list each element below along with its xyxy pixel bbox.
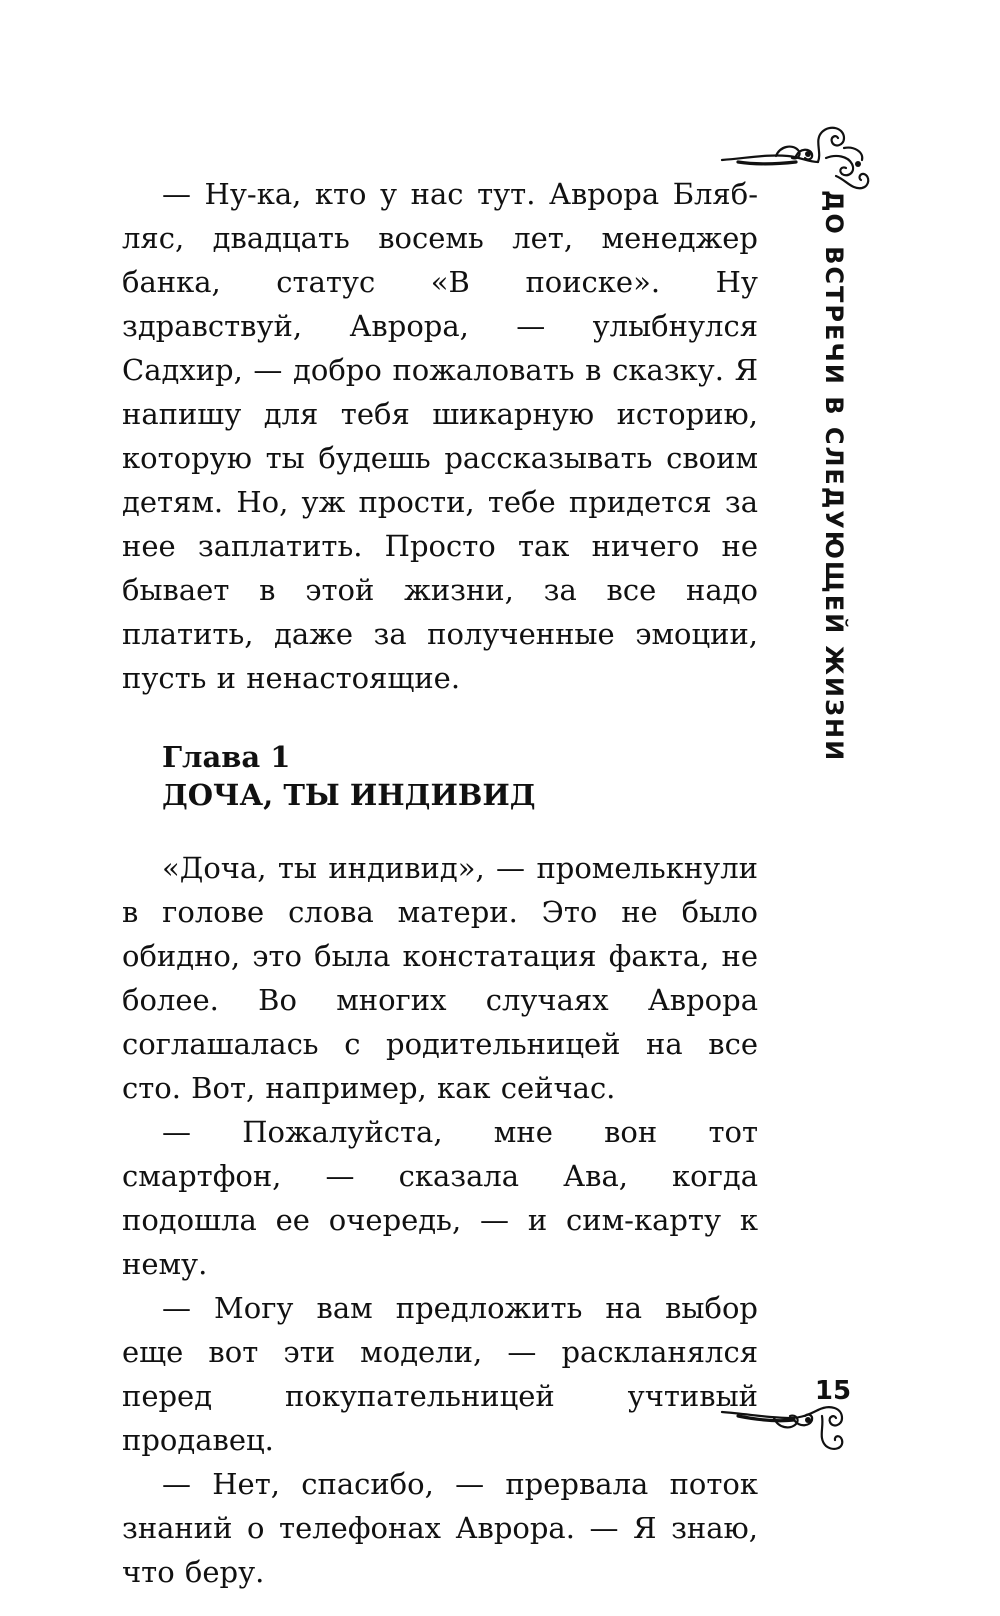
text-column xyxy=(122,172,758,1594)
paragraph: — Нет, спасибо, — прервала поток знаний о телефонах Аврора. — Я знаю, что беру. xyxy=(122,1467,758,1589)
chapter-title: ДОЧА, ТЫ ИНДИВИД xyxy=(162,778,536,812)
paragraph-intro: — Ну-ка, кто у нас тут. Аврора Блябляс, двадцать восемь лет, менеджер банка, статус «В поиске». Ну здравствуй, Аврора, — улыбнулся Садхир, — добро пожаловать в сказку. Я напишу для тебя шикарную историю, которую ты будешь рассказывать своим детям. Но, уж прости, тебе придется за нее заплатить. Просто так ничего не бывает в этой жизни, за все надо платить, даже за полученные эмоции, пусть и ненастоящие. xyxy=(122,177,758,695)
running-head: ДО ВСТРЕЧИ В СЛЕДУЮЩЕЙ ЖИЗНИ xyxy=(820,190,848,763)
page-number: 15 xyxy=(814,1376,852,1406)
flourish-ornament-bottom-icon xyxy=(718,1396,848,1456)
chapter-heading xyxy=(162,738,758,814)
paragraph: — Пожалуйста, мне вон тот смартфон, — сказала Ава, когда подошла ее очередь, — и сим-карту к нему. xyxy=(122,1115,758,1281)
chapter-number: Глава 1 xyxy=(162,740,291,774)
paragraph: — Могу вам предложить на выбор еще вот эти модели, — раскланялся перед покупательницей учтивый продавец. xyxy=(122,1291,758,1457)
paragraph: «Доча, ты индивид», — промелькнули в голове слова матери. Это не было обидно, это была констатация факта, не более. Во многих случаях Аврора соглашалась с родительницей на все сто. Вот, например, как сейчас. xyxy=(122,851,758,1105)
